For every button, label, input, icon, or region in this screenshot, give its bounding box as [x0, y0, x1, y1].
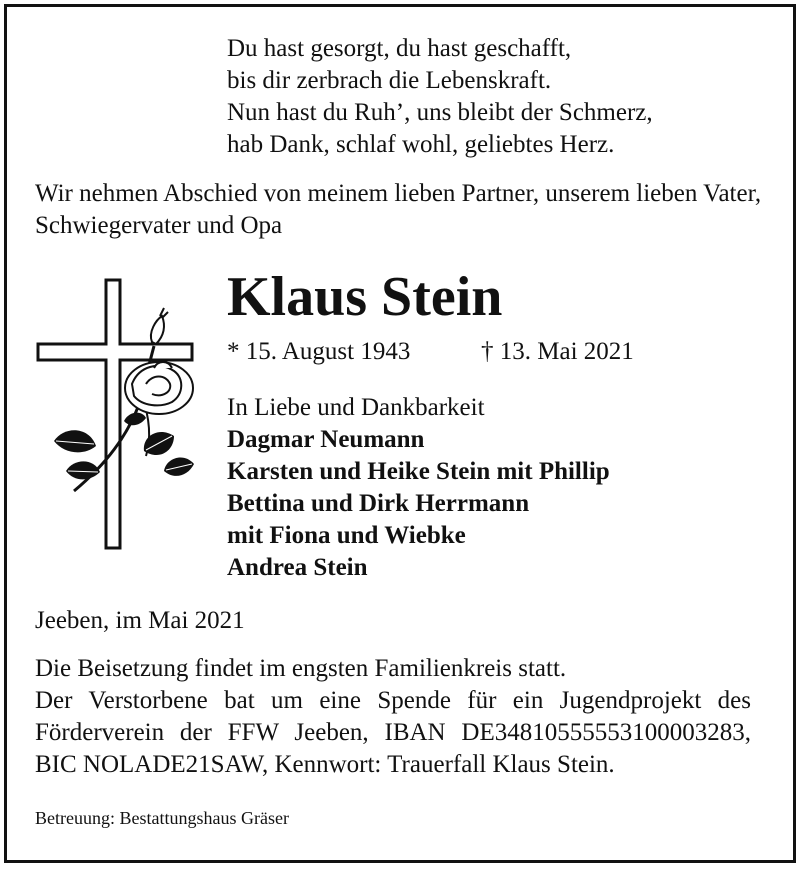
family-member: mit Fiona und Wiebke: [227, 522, 466, 549]
notice-line: Der Verstorbene bat um eine Spende für ein Jugendprojekt des: [35, 687, 751, 714]
notice-line: BIC NOLADE21SAW, Kennwort: Trauerfall Klaus Stein.: [35, 751, 615, 778]
poem-line: Nun hast du Ruh’, uns bleibt der Schmerz,: [227, 99, 653, 126]
life-dates: [227, 336, 634, 368]
family-member: Bettina und Dirk Herrmann: [227, 490, 530, 517]
place-date: Jeeben, im Mai 2021: [35, 607, 245, 634]
family-signatures: [227, 392, 610, 584]
funeral-notice: [35, 653, 751, 781]
notice-line: Die Beisetzung findet im engsten Familienkreis statt.: [35, 655, 567, 682]
family-member: Karsten und Heike Stein mit Phillip: [227, 458, 610, 485]
poem-line: bis dir zerbrach die Lebenskraft.: [227, 67, 552, 94]
family-member: Andrea Stein: [227, 554, 368, 581]
funeral-home-credit: Betreuung: Bestattungshaus Gräser: [35, 808, 289, 828]
poem-line: Du hast gesorgt, du hast geschafft,: [227, 35, 572, 62]
family-member: Dagmar Neumann: [227, 426, 425, 453]
poem: [227, 33, 653, 161]
intro-text: Wir nehmen Abschied von meinem lieben Partner, unserem lieben Vater, Schwiegervater und Opa: [35, 180, 762, 239]
deceased-name: Klaus Stein: [227, 266, 503, 328]
family-intro: In Liebe und Dankbarkeit: [227, 394, 485, 421]
poem-line: hab Dank, schlaf wohl, geliebtes Herz.: [227, 131, 615, 158]
cross-with-rose-icon: [34, 276, 204, 556]
birth-date: * 15. August 1943: [227, 338, 411, 365]
notice-line: Förderverein der FFW Jeeben, IBAN DE34810555553100003283,: [35, 719, 751, 746]
death-date: † 13. Mai 2021: [481, 338, 634, 365]
